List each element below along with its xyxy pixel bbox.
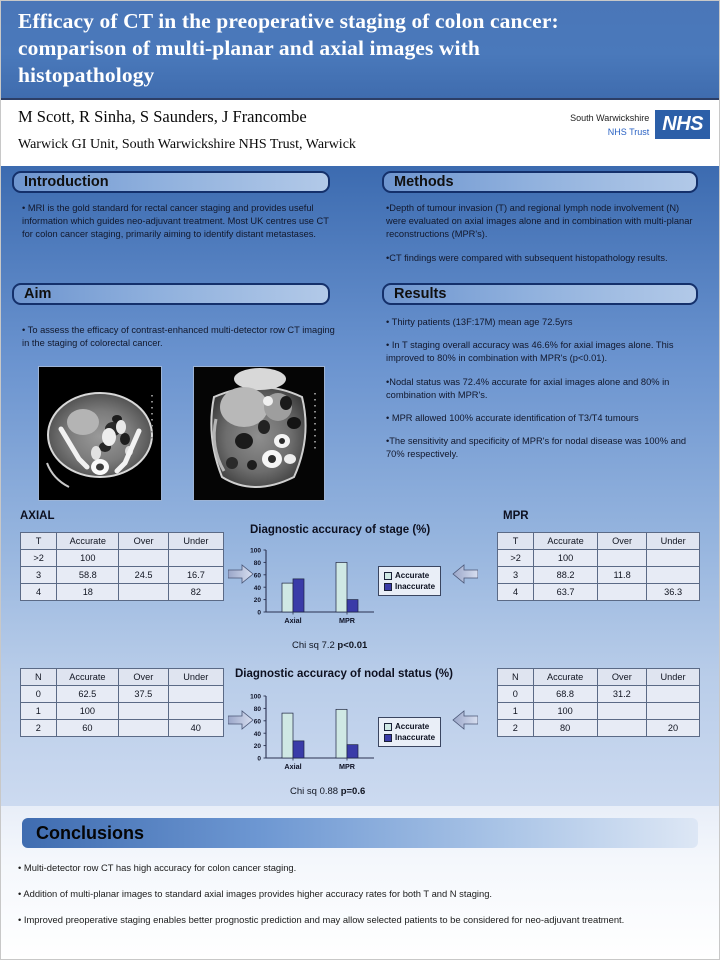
aim-text: • To assess the efficacy of contrast-enhanced multi-detector row CT imaging in the staging of colorectal cancer. bbox=[22, 325, 335, 349]
nodal-chart-ytick-label: 40 bbox=[253, 730, 261, 738]
legend-item-inaccurate bbox=[384, 581, 435, 592]
cell: 100 bbox=[533, 703, 597, 720]
col-accurate: Accurate bbox=[533, 669, 597, 686]
poster-title bbox=[18, 8, 706, 89]
cell bbox=[597, 584, 646, 601]
table-row bbox=[21, 686, 224, 703]
axial-t-stage-table bbox=[20, 532, 224, 601]
col-under: Under bbox=[647, 669, 700, 686]
stage-chart-ytick-label: 0 bbox=[257, 609, 261, 617]
legend-item-inaccurate bbox=[384, 732, 435, 743]
table-header-row bbox=[21, 669, 224, 686]
cell bbox=[647, 703, 700, 720]
methods-text-2: •CT findings were compared with subsequent histopathology results. bbox=[386, 252, 668, 263]
col-accurate: Accurate bbox=[534, 533, 598, 550]
nodal-chart-title: Diagnostic accuracy of nodal status (%) bbox=[235, 668, 453, 680]
trust-name bbox=[570, 112, 649, 138]
legend-swatch-accurate bbox=[384, 723, 392, 731]
cell bbox=[119, 720, 169, 737]
title-line-3: histopathology bbox=[18, 63, 155, 87]
cell: 36.3 bbox=[647, 584, 700, 601]
section-header-conclusions bbox=[22, 818, 698, 848]
cell bbox=[168, 686, 223, 703]
nodal-chart-bar-mpr-inaccurate bbox=[347, 745, 358, 758]
mpr-ct-image bbox=[193, 366, 325, 501]
conclusions-heading: Conclusions bbox=[36, 822, 145, 843]
legend-swatch-inaccurate bbox=[384, 583, 392, 591]
cell: 24.5 bbox=[119, 567, 168, 584]
results-text-block bbox=[386, 316, 693, 472]
title-line-1: Efficacy of CT in the preoperative staging of colon cancer: bbox=[18, 9, 559, 33]
legend-swatch-inaccurate bbox=[384, 734, 392, 742]
legend-label-accurate: Accurate bbox=[395, 571, 430, 580]
stage-chart-ytick-label: 100 bbox=[250, 547, 261, 555]
col-t: T bbox=[21, 533, 57, 550]
col-under: Under bbox=[168, 669, 223, 686]
stage-chart-xtick-label: Axial bbox=[284, 616, 302, 625]
authors-band bbox=[0, 100, 720, 166]
cell: 1 bbox=[21, 703, 57, 720]
table-header-row bbox=[21, 533, 224, 550]
col-accurate: Accurate bbox=[57, 533, 119, 550]
author-list: M Scott, R Sinha, S Saunders, J Francombe bbox=[18, 107, 307, 126]
col-over: Over bbox=[597, 533, 646, 550]
col-under: Under bbox=[168, 533, 223, 550]
stage-chisq-text: Chi sq 7.2 bbox=[292, 640, 338, 651]
mpr-group-label: MPR bbox=[503, 510, 529, 522]
nhs-logo: NHS bbox=[655, 110, 710, 139]
cell: 2 bbox=[21, 720, 57, 737]
section-header-methods bbox=[382, 171, 698, 193]
nodal-chart-xtick-label: MPR bbox=[339, 762, 355, 771]
cell bbox=[168, 703, 223, 720]
cell: 40 bbox=[168, 720, 223, 737]
cell: 4 bbox=[21, 584, 57, 601]
conclusion-bullet-2: • Addition of multi-planar images to standard axial images provides higher accuracy rates for both T and N staging. bbox=[18, 888, 493, 899]
nodal-chart-annotation bbox=[290, 786, 365, 797]
conclusions-list bbox=[18, 861, 708, 939]
section-header-aim bbox=[12, 283, 330, 305]
cell bbox=[647, 686, 700, 703]
nodal-chart-bar-mpr-accurate bbox=[336, 709, 347, 758]
introduction-text: • MRI is the gold standard for rectal cancer staging and provides useful information which guides neo-adjuvant treatment. Most UK centres use CT for colon cancer staging, primarily aiming to identify distant metastases. bbox=[22, 203, 329, 240]
methods-text-block bbox=[386, 202, 693, 275]
cell: 88.2 bbox=[534, 567, 598, 584]
cell: 1 bbox=[498, 703, 534, 720]
table-row bbox=[498, 567, 700, 584]
results-bullet-2: • In T staging overall accuracy was 46.6% for axial images alone. This improved to 80% in combination with MPR's (p<0.01). bbox=[386, 340, 674, 364]
table-row bbox=[21, 720, 224, 737]
col-n: N bbox=[498, 669, 534, 686]
conclusion-bullet-3: • Improved preoperative staging enables better prognostic prediction and may allow selected patients to be considered for neo-adjuvant treatment. bbox=[18, 914, 625, 925]
table-header-row bbox=[498, 533, 700, 550]
nodal-chart-legend bbox=[378, 717, 441, 747]
nodal-chart-ytick-label: 60 bbox=[253, 718, 261, 726]
nhs-logo-block bbox=[570, 110, 710, 139]
col-under: Under bbox=[647, 533, 700, 550]
col-over: Over bbox=[119, 669, 169, 686]
col-accurate: Accurate bbox=[56, 669, 118, 686]
nodal-pvalue: p=0.6 bbox=[340, 786, 366, 797]
stage-chart-title: Diagnostic accuracy of stage (%) bbox=[250, 524, 431, 536]
cell: 2 bbox=[498, 720, 534, 737]
stage-chart-legend bbox=[378, 566, 441, 596]
poster-title-band bbox=[0, 0, 720, 100]
cell bbox=[597, 703, 647, 720]
col-t: T bbox=[498, 533, 534, 550]
cell: 80 bbox=[533, 720, 597, 737]
cell: 16.7 bbox=[168, 567, 223, 584]
table-row bbox=[498, 584, 700, 601]
cell: 3 bbox=[21, 567, 57, 584]
cell: 60 bbox=[56, 720, 118, 737]
mpr-n-stage-table bbox=[497, 668, 700, 737]
methods-heading: Methods bbox=[394, 174, 454, 190]
cell: 31.2 bbox=[597, 686, 647, 703]
stage-chart-ytick-label: 20 bbox=[253, 597, 261, 605]
cell bbox=[119, 584, 168, 601]
conclusions-area bbox=[0, 806, 720, 960]
col-over: Over bbox=[119, 533, 168, 550]
conclusion-bullet-1: • Multi-detector row CT has high accuracy for colon cancer staging. bbox=[18, 862, 297, 873]
stage-chart-ytick-label: 80 bbox=[253, 560, 261, 567]
mpr-t-stage-table bbox=[497, 532, 700, 601]
results-bullet-5: •The sensitivity and specificity of MPR's for nodal disease was 100% and 70% respectively. bbox=[386, 436, 687, 460]
cell: 68.8 bbox=[533, 686, 597, 703]
stage-pvalue: p<0.01 bbox=[337, 640, 368, 651]
table-row bbox=[21, 550, 224, 567]
nodal-chisq-text: Chi sq 0.88 bbox=[290, 786, 341, 797]
trust-name-line1: South Warwickshire bbox=[570, 112, 650, 123]
nodal-chart-ytick-label: 0 bbox=[257, 755, 261, 763]
table-header-row bbox=[498, 669, 700, 686]
stage-chart-right-arrow-icon bbox=[453, 565, 478, 583]
legend-label-inaccurate: Inaccurate bbox=[395, 582, 436, 591]
nodal-chart-ytick-label: 20 bbox=[253, 743, 261, 751]
cell: 58.8 bbox=[57, 567, 119, 584]
nodal-chart-ytick-label: 80 bbox=[253, 706, 261, 713]
cell: 37.5 bbox=[119, 686, 169, 703]
axial-group-label: AXIAL bbox=[20, 510, 55, 522]
results-bullet-1: • Thirty patients (13F:17M) mean age 72.5yrs bbox=[386, 317, 573, 327]
table-row bbox=[21, 703, 224, 720]
cell bbox=[647, 567, 700, 584]
section-header-introduction bbox=[12, 171, 330, 193]
table-row bbox=[21, 584, 224, 601]
nodal-chart-xtick-label: Axial bbox=[284, 762, 302, 771]
cell: 0 bbox=[21, 686, 57, 703]
nodal-chart-bar-axial-accurate bbox=[282, 713, 293, 758]
table-row bbox=[498, 686, 700, 703]
cell bbox=[168, 550, 223, 567]
affiliation: Warwick GI Unit, South Warwickshire NHS Trust, Warwick bbox=[18, 137, 356, 152]
stage-chart-bar-axial-inaccurate bbox=[293, 579, 304, 612]
cell: >2 bbox=[498, 550, 534, 567]
aim-heading: Aim bbox=[24, 286, 52, 302]
legend-item-accurate bbox=[384, 570, 435, 581]
legend-swatch-accurate bbox=[384, 572, 392, 580]
legend-label-accurate: Accurate bbox=[395, 722, 430, 731]
cell: 18 bbox=[57, 584, 119, 601]
results-heading: Results bbox=[394, 286, 447, 302]
cell: 3 bbox=[498, 567, 534, 584]
cell: 100 bbox=[56, 703, 118, 720]
section-header-results bbox=[382, 283, 698, 305]
stage-chart-bar-axial-accurate bbox=[282, 583, 293, 612]
legend-item-accurate bbox=[384, 721, 435, 732]
axial-n-stage-table bbox=[20, 668, 224, 737]
table-row bbox=[498, 703, 700, 720]
cell bbox=[647, 550, 700, 567]
table-row bbox=[21, 567, 224, 584]
cell bbox=[597, 550, 646, 567]
nodal-chart-right-arrow-icon bbox=[453, 711, 478, 729]
introduction-heading: Introduction bbox=[24, 174, 109, 190]
stage-chart-ytick-label: 40 bbox=[253, 584, 261, 592]
nodal-chart-left-arrow-icon bbox=[228, 711, 253, 729]
legend-label-inaccurate: Inaccurate bbox=[395, 733, 436, 742]
stage-chart-ytick-label: 60 bbox=[253, 572, 261, 580]
stage-chart-bar-mpr-accurate bbox=[336, 562, 347, 612]
cell: 4 bbox=[498, 584, 534, 601]
stage-chart-left-arrow-icon bbox=[228, 565, 253, 583]
cell bbox=[119, 550, 168, 567]
stage-chart-annotation bbox=[292, 640, 367, 651]
poster-body bbox=[0, 166, 720, 806]
cell: 100 bbox=[57, 550, 119, 567]
cell: 11.8 bbox=[597, 567, 646, 584]
title-line-2: comparison of multi-planar and axial images with bbox=[18, 36, 480, 60]
axial-ct-image bbox=[38, 366, 162, 501]
cell: >2 bbox=[21, 550, 57, 567]
results-bullet-4: • MPR allowed 100% accurate identification of T3/T4 tumours bbox=[386, 413, 639, 424]
trust-name-line2: NHS Trust bbox=[607, 126, 650, 137]
nodal-chart-bar-axial-inaccurate bbox=[293, 741, 304, 758]
col-over: Over bbox=[597, 669, 647, 686]
stage-chart-bar-mpr-inaccurate bbox=[347, 600, 358, 612]
nodal-chart-ytick-label: 100 bbox=[250, 693, 261, 701]
stage-chart-xtick-label: MPR bbox=[339, 616, 355, 625]
table-row bbox=[498, 550, 700, 567]
cell: 100 bbox=[534, 550, 598, 567]
cell: 63.7 bbox=[534, 584, 598, 601]
cell: 0 bbox=[498, 686, 534, 703]
results-bullet-3: •Nodal status was 72.4% accurate for axial images alone and 80% in combination with MPR's. bbox=[386, 376, 670, 400]
cell bbox=[119, 703, 169, 720]
methods-text-1: •Depth of tumour invasion (T) and regional lymph node involvement (N) were evaluated on axial images alone and in combination with multi-planar reconstructions (MPR's). bbox=[386, 203, 693, 240]
table-row bbox=[498, 720, 700, 737]
cell: 20 bbox=[647, 720, 700, 737]
cell: 82 bbox=[168, 584, 223, 601]
cell bbox=[597, 720, 647, 737]
cell: 62.5 bbox=[56, 686, 118, 703]
col-n: N bbox=[21, 669, 57, 686]
